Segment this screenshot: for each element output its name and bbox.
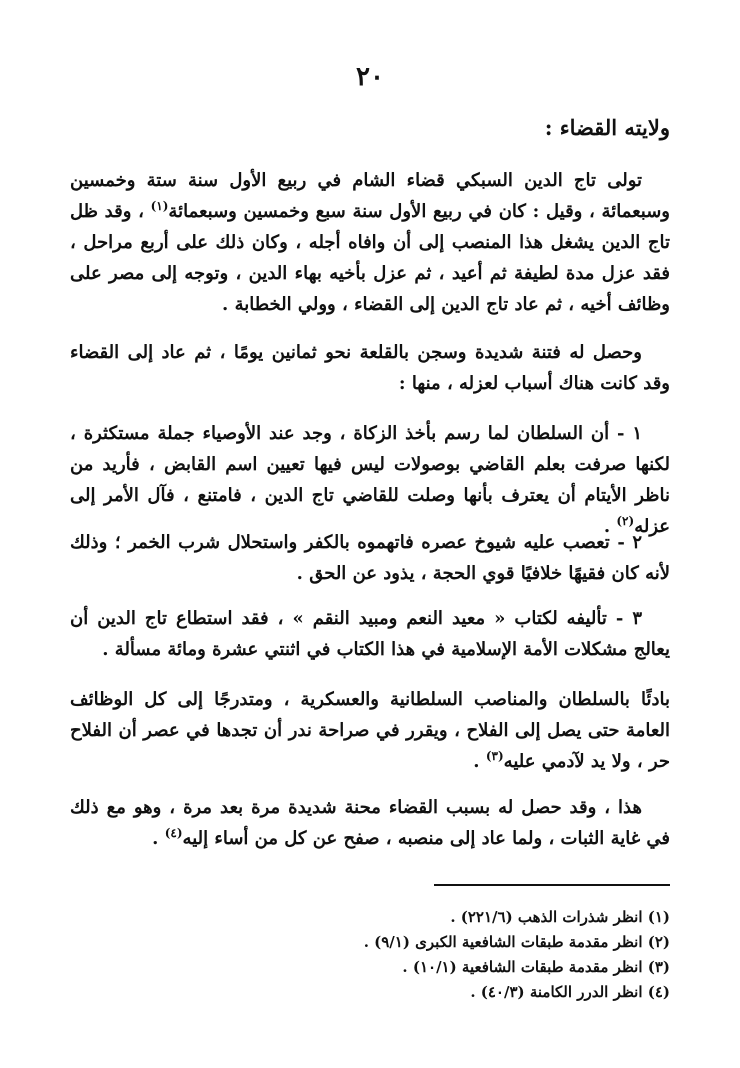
paragraph-reason-1 (70, 418, 670, 542)
footnote-4: (٤) انظر الدرر الكامنة (٤٠/٣) . (470, 983, 670, 1001)
paragraph-appointment (70, 165, 670, 320)
paragraph-text: ٣ - تأليفه لكتاب « معيد النعم ومبيد النقم » ، فقد استطاع تاج الدين أن يعالج مشكلات الأمة الإسلامية في هذا الكتاب في اثنتي عشرة ومائة مسألة . (70, 608, 670, 660)
paragraph-text: ٢ - تعصب عليه شيوخ عصره فاتهموه بالكفر واستحلال شرب الخمر ؛ وذلك لأنه كان فقيهًا خلافيًا قوي الحجة ، يذود عن الحق . (70, 532, 670, 584)
paragraph-conclusion (70, 792, 670, 854)
footnote-ref-3: (٣) (485, 749, 504, 763)
paragraph-reason-2 (70, 527, 670, 589)
paragraph-prefix: و (633, 342, 642, 363)
section-heading: ولايته القضاء : (544, 115, 670, 140)
paragraph-text: هذا ، وقد حصل له بسبب القضاء محنة شديدة مرة بعد مرة ، وهو مع ذلك في غاية الثبات ، ولما عاد إلى منصبه ، صفح عن كل من أساء إليه (70, 797, 670, 849)
footnote-3: (٣) انظر مقدمة طبقات الشافعية (١٠/١) . (402, 958, 670, 976)
footnote-ref-4: (٤) (164, 826, 183, 840)
paragraph-text-continued: ، وقد ظل تاج الدين يشغل هذا المنصب إلى أن وافاه أجله ، وكان ذلك على أربع مراحل ، فقد عزل مدة لطيفة ثم أعيد ، ثم عزل بأخيه بهاء الدين ، وتوجه إلى مصر على وظائف أخيه ، ثم عاد تاج الدين إلى القضاء ، وولي الخطابة . (70, 201, 670, 315)
paragraph-end: . (152, 828, 165, 849)
paragraph-text: تولى تاج الدين السبكي قضاء الشام في ربيع الأول سنة ستة وخمسين وسبعمائة ، وقيل : كان في ربيع الأول سنة سبع وخمسين وسبعمائة (70, 170, 670, 222)
footnote-divider (434, 884, 670, 886)
paragraph-text: بادئًا بالسلطان والمناصب السلطانية والعسكرية ، ومتدرجًا إلى كل الوظائف العامة حتى يصل إلى الفلاح ، ويقرر في صراحة ندر أن تجدها في عصر أن الفلاح حر ، ولا يد لآدمي عليه (70, 689, 670, 772)
paragraph-end: . (603, 516, 617, 537)
footnotes-list (70, 905, 670, 1005)
paragraph-text: حصل له فتنة شديدة وسجن بالقلعة نحو ثمانين يومًا ، ثم عاد إلى القضاء وقد كانت هناك أسباب لعزله ، منها : (70, 342, 670, 394)
footnote-1: (١) انظر شذرات الذهب (٢٢١/٦) . (450, 908, 670, 926)
footnote-ref-1: (١) (150, 199, 169, 213)
footnote-2: (٢) انظر مقدمة طبقات الشافعية الكبرى (٩/١) . (363, 933, 670, 951)
paragraph-trial (70, 337, 670, 399)
paragraph-text: ١ - أن السلطان لما رسم بأخذ الزكاة ، وجد عند الأوصياء جملة مستكثرة ، لكنها صرفت بعلم القاضي بوصولات ليس فيها تعيين اسم القابض ، فأريد من ناظر الأيتام أن يعترف بأنها وصلت للقاضي تاج الدين ، فامتنع ، فآل الأمر إلى عزله (70, 423, 670, 537)
paragraph-book-scope (70, 684, 670, 777)
footnote-ref-2: (٢) (616, 514, 635, 528)
paragraph-reason-3 (70, 603, 670, 665)
paragraph-end: . (473, 751, 486, 772)
page-number: ٢٠ (356, 62, 384, 92)
